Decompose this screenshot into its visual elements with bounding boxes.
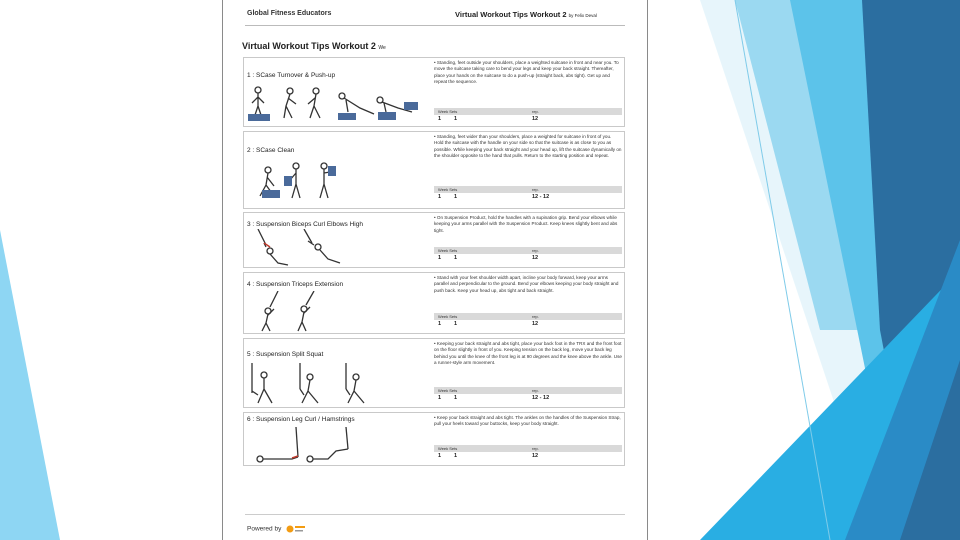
header-title <box>455 10 597 19</box>
exercise-illustration <box>248 363 424 405</box>
exercise-illustration <box>248 229 424 267</box>
exercise-name: 5 : Suspension Split Squat <box>247 351 324 358</box>
exercise-card-4 <box>243 272 625 334</box>
exercise-table <box>434 387 622 402</box>
table-header <box>434 313 622 320</box>
reps-header: rep. <box>532 388 539 393</box>
exercise-description: • Standing, feet wider than your shoulders, place a weighted for suitcase in front of you. Hold the suitcase with the handle on your side so that the suitcase is as close to you as possible. While keeping your back straight and your head up, lift the suitcase dynamically on the shoulder opposite to the hand that pulls. Return to the starting position and repeat. <box>434 134 622 159</box>
week-value: 1 <box>438 255 442 261</box>
reps-header: rep. <box>532 248 539 253</box>
exercise-table <box>434 108 622 123</box>
exercise-illustration <box>248 427 424 465</box>
exercise-illustration <box>248 291 424 333</box>
exercise-illustration <box>248 160 424 204</box>
reps-header: rep. <box>532 187 539 192</box>
document-page <box>222 0 648 540</box>
table-row <box>434 320 622 328</box>
header-title-text: Virtual Workout Tips Workout 2 <box>455 10 567 19</box>
week-sets-header: Week Sets <box>438 248 458 253</box>
exercise-description: • Keeping your back straight and abs tight, place your back foot in the TRX and the front foot on the floor slightly in front of you. Keeping tension on the back leg, move your back leg behind you until the knee of the front leg is at 90 degrees and the knee above the ankle. Use a runner-style arm movement. <box>434 341 622 366</box>
week-value: 1 <box>438 194 442 200</box>
reps-value: 12 - 12 <box>532 395 550 401</box>
sets-value: 1 <box>454 395 458 401</box>
table-header <box>434 108 622 115</box>
exercise-card-5 <box>243 338 625 408</box>
reps-header: rep. <box>532 109 539 114</box>
powered-by-text: Powered by <box>247 525 282 533</box>
table-header <box>434 387 622 394</box>
exercise-description: • On Suspension Product, hold the handles with a supination grip. Bend your elbows while keeping your arms parallel with the Suspension Product. Keep knees slightly bent and abs tight. <box>434 215 618 233</box>
table-header <box>434 186 622 193</box>
week-sets-header: Week Sets <box>438 446 458 451</box>
reps-header: rep. <box>532 314 539 319</box>
exercise-name: 4 : Suspension Triceps Extension <box>247 281 344 288</box>
exercise-description: • Standing, feet outside your shoulders, place a weighted suitcase in front and near you. To move the suitcase taking care to bend your legs and keep your back straight. Thereafter, place your hands on the suitcase to do a push-up (straight back, abs tight). Get up and repeat the sequence. <box>434 60 619 85</box>
week-sets-header: Week Sets <box>438 314 458 319</box>
exercise-description: • Stand with your feet shoulder width apart, incline your body forward, keep your arms parallel and perpendicular to the ground. Bend your elbows keeping your body straight and push back. Keep your head up, abs tight and back straight. <box>434 275 619 293</box>
exercise-card-6 <box>243 412 625 466</box>
week-value: 1 <box>438 395 442 401</box>
week-sets-header: Week Sets <box>438 187 458 192</box>
exercise-illustration <box>248 86 424 122</box>
exercise-table <box>434 445 622 460</box>
footer-divider <box>245 514 625 515</box>
table-row <box>434 193 622 201</box>
table-row <box>434 452 622 460</box>
exercise-card-2 <box>243 131 625 209</box>
sets-value: 1 <box>454 116 458 122</box>
reps-value: 12 <box>532 453 539 459</box>
exercise-card-3 <box>243 212 625 268</box>
week-sets-header: Week Sets <box>438 109 458 114</box>
document-title-text: Virtual Workout Tips Workout 2 <box>242 41 376 51</box>
exercise-name: 2 : SCase Clean <box>247 147 295 154</box>
sets-value: 1 <box>454 453 458 459</box>
exercise-name: 1 : SCase Turnover & Push-up <box>247 72 336 79</box>
reps-header: rep. <box>532 446 539 451</box>
left-corner-shape <box>0 230 60 540</box>
reps-value: 12 <box>532 255 539 261</box>
reps-value: 12 <box>532 321 539 327</box>
week-sets-header: Week Sets <box>438 388 458 393</box>
header-divider <box>245 25 625 26</box>
sets-value: 1 <box>454 255 458 261</box>
org-name: Global Fitness Educators <box>247 10 332 17</box>
exercise-card-1 <box>243 57 625 127</box>
header-byline: by Felix Deval <box>568 13 597 18</box>
week-value: 1 <box>438 453 442 459</box>
exercise-name: 3 : Suspension Biceps Curl Elbows High <box>247 221 363 228</box>
sets-value: 1 <box>454 194 458 200</box>
document-title <box>242 41 386 51</box>
exercise-name: 6 : Suspension Leg Curl / Hamstrings <box>247 416 355 423</box>
table-row <box>434 115 622 123</box>
table-header <box>434 247 622 254</box>
reps-value: 12 <box>532 116 539 122</box>
reps-value: 12 - 12 <box>532 194 550 200</box>
document-title-suffix: We <box>378 45 386 51</box>
exercise-table <box>434 186 622 201</box>
brand-logo-icon <box>286 524 306 534</box>
sets-value: 1 <box>454 321 458 327</box>
footer <box>247 524 306 534</box>
exercise-description: • Keep your back straight and abs tight. The ankles on the handles of the Suspension Strap, pull your heels toward your buttocks, keep your body straight. <box>434 415 621 427</box>
table-row <box>434 394 622 402</box>
exercise-table <box>434 247 622 262</box>
week-value: 1 <box>438 321 442 327</box>
table-row <box>434 254 622 262</box>
week-value: 1 <box>438 116 442 122</box>
table-header <box>434 445 622 452</box>
exercise-table <box>434 313 622 328</box>
